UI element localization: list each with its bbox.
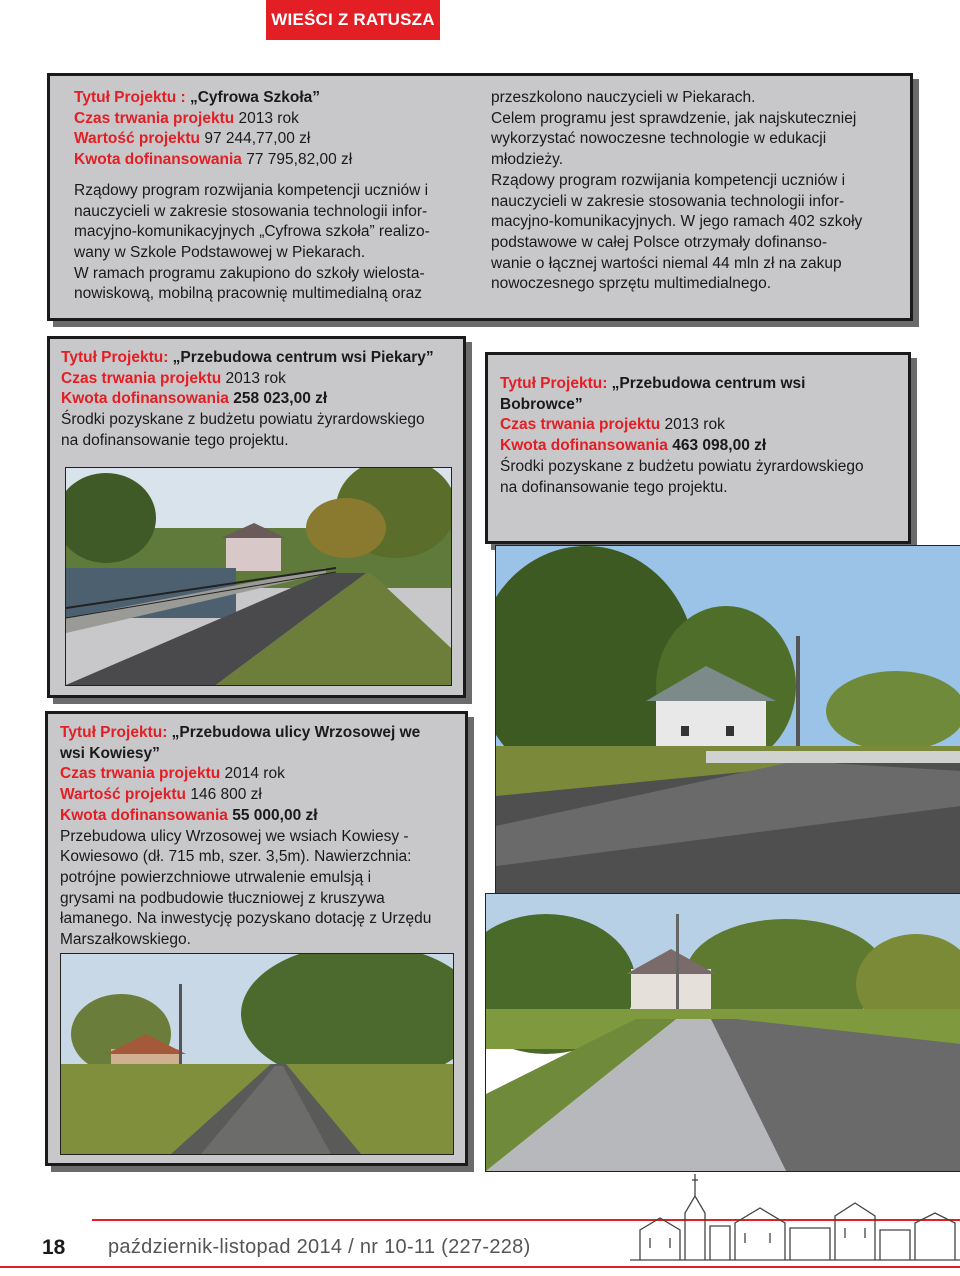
body-text-line: Kowiesowo (dł. 715 mb, szer. 3,5m). Nawierzchnia: [60, 848, 412, 866]
body-text-line: łamanego. Na inwestycję pozyskano dotację z Urzędu [60, 910, 432, 928]
body-text-line: macyjno-komunikacyjnych „Cyfrowa szkoła” realizo- [74, 223, 430, 241]
body-text-line: Celem programu jest sprawdzenie, jak najskuteczniej [491, 109, 857, 127]
project-title-line: Tytuł Projektu : „Cyfrowa Szkoła” [74, 89, 321, 106]
project-duration-line: Czas trwania projektu 2013 rok [61, 369, 286, 387]
body-text-line: na dofinansowanie tego projektu. [500, 478, 728, 496]
body-text-line: na dofinansowanie tego projektu. [61, 431, 289, 449]
project-wrzosowa-text [60, 723, 465, 951]
body-text-line: przeszkolono nauczycieli w Piekarach. [491, 89, 756, 106]
project-cyfrowa-szkola-right-column [491, 88, 891, 295]
page-number: 18 [42, 1236, 66, 1259]
project-funding-line: Kwota dofinansowania 463 098,00 zł [500, 437, 767, 455]
project-piekary-text [61, 348, 461, 452]
body-text-line: Rządowy program rozwijania kompetencji uczniów i [491, 171, 846, 189]
body-text-line: nauczycieli w zakresie stosowania technologii infor- [491, 192, 845, 210]
project-title-line-2: Bobrowce” [500, 395, 583, 413]
road-wrzosowa-photo [60, 953, 454, 1155]
body-text-line: podstawowe w całej Polsce otrzymały dofinanso- [491, 233, 827, 251]
project-value-line: Wartość projektu 97 244,77,00 zł [74, 130, 311, 148]
body-text-line: Marszałkowskiego. [60, 931, 191, 949]
project-title-line-2: wsi Kowiesy” [60, 744, 160, 762]
project-duration-line: Czas trwania projektu 2013 rok [74, 109, 299, 127]
body-text-line: potrójne powierzchniowe utrwalenie emulsją i [60, 868, 372, 886]
body-text-line: macyjno-komunikacyjnych. W jego ramach 402 szkoły [491, 213, 863, 231]
project-duration-line: Czas trwania projektu 2014 rok [60, 765, 285, 783]
pavement-sidewalk-photo [485, 893, 960, 1172]
footer-bottom-rule [0, 1266, 960, 1268]
body-text-line: nauczycieli w zakresie stosowania technologii infor- [74, 202, 428, 220]
project-title-line: Tytuł Projektu: „Przebudowa centrum wsi Piekary” [61, 349, 434, 366]
body-text-line: Środki pozyskane z budżetu powiatu żyrardowskiego [500, 457, 864, 475]
section-header: WIEŚCI Z RATUSZA [266, 0, 440, 40]
project-title-line: Tytuł Projektu: „Przebudowa centrum wsi [500, 375, 806, 392]
project-bobrowce-text [500, 374, 900, 498]
town-sketch-illustration [630, 1168, 960, 1264]
road-piekary-photo [65, 467, 452, 686]
body-text-line: Przebudowa ulicy Wrzosowej we wsiach Kowiesy - [60, 827, 409, 845]
project-title-line: Tytuł Projektu: „Przebudowa ulicy Wrzosowej we [60, 724, 421, 741]
project-value-line: Wartość projektu 146 800 zł [60, 786, 262, 804]
project-duration-line: Czas trwania projektu 2013 rok [500, 416, 725, 434]
project-funding-line: Kwota dofinansowania 258 023,00 zł [61, 390, 328, 408]
body-text-line: nowoczesnego sprzętu multimedialnego. [491, 275, 772, 293]
issue-label: październik-listopad 2014 / nr 10-11 (227-228) [108, 1236, 531, 1258]
body-text-line: Środki pozyskane z budżetu powiatu żyrardowskiego [61, 411, 425, 429]
project-cyfrowa-szkola-left-column [74, 88, 474, 305]
body-text-line: młodzieży. [491, 151, 564, 169]
body-text-line: wykorzystać nowoczesne technologie w edukacji [491, 130, 827, 148]
body-text-line: W ramach programu zakupiono do szkoły wielosta- [74, 264, 425, 282]
body-text-line: grysami na podbudowie tłuczniowej z kruszywa [60, 889, 385, 907]
body-text-line: wany w Szkole Podstawowej w Piekarach. [74, 243, 366, 261]
body-text-line: Rządowy program rozwijania kompetencji uczniów i [74, 181, 429, 199]
body-text-line: wanie o łącznej wartości niemal 44 mln zł na zakup [491, 254, 842, 272]
project-funding-line: Kwota dofinansowania 55 000,00 zł [60, 806, 318, 824]
body-text-line: nowiskową, mobilną pracownię multimedialną oraz [74, 285, 423, 303]
project-funding-line: Kwota dofinansowania 77 795,82,00 zł [74, 151, 353, 169]
